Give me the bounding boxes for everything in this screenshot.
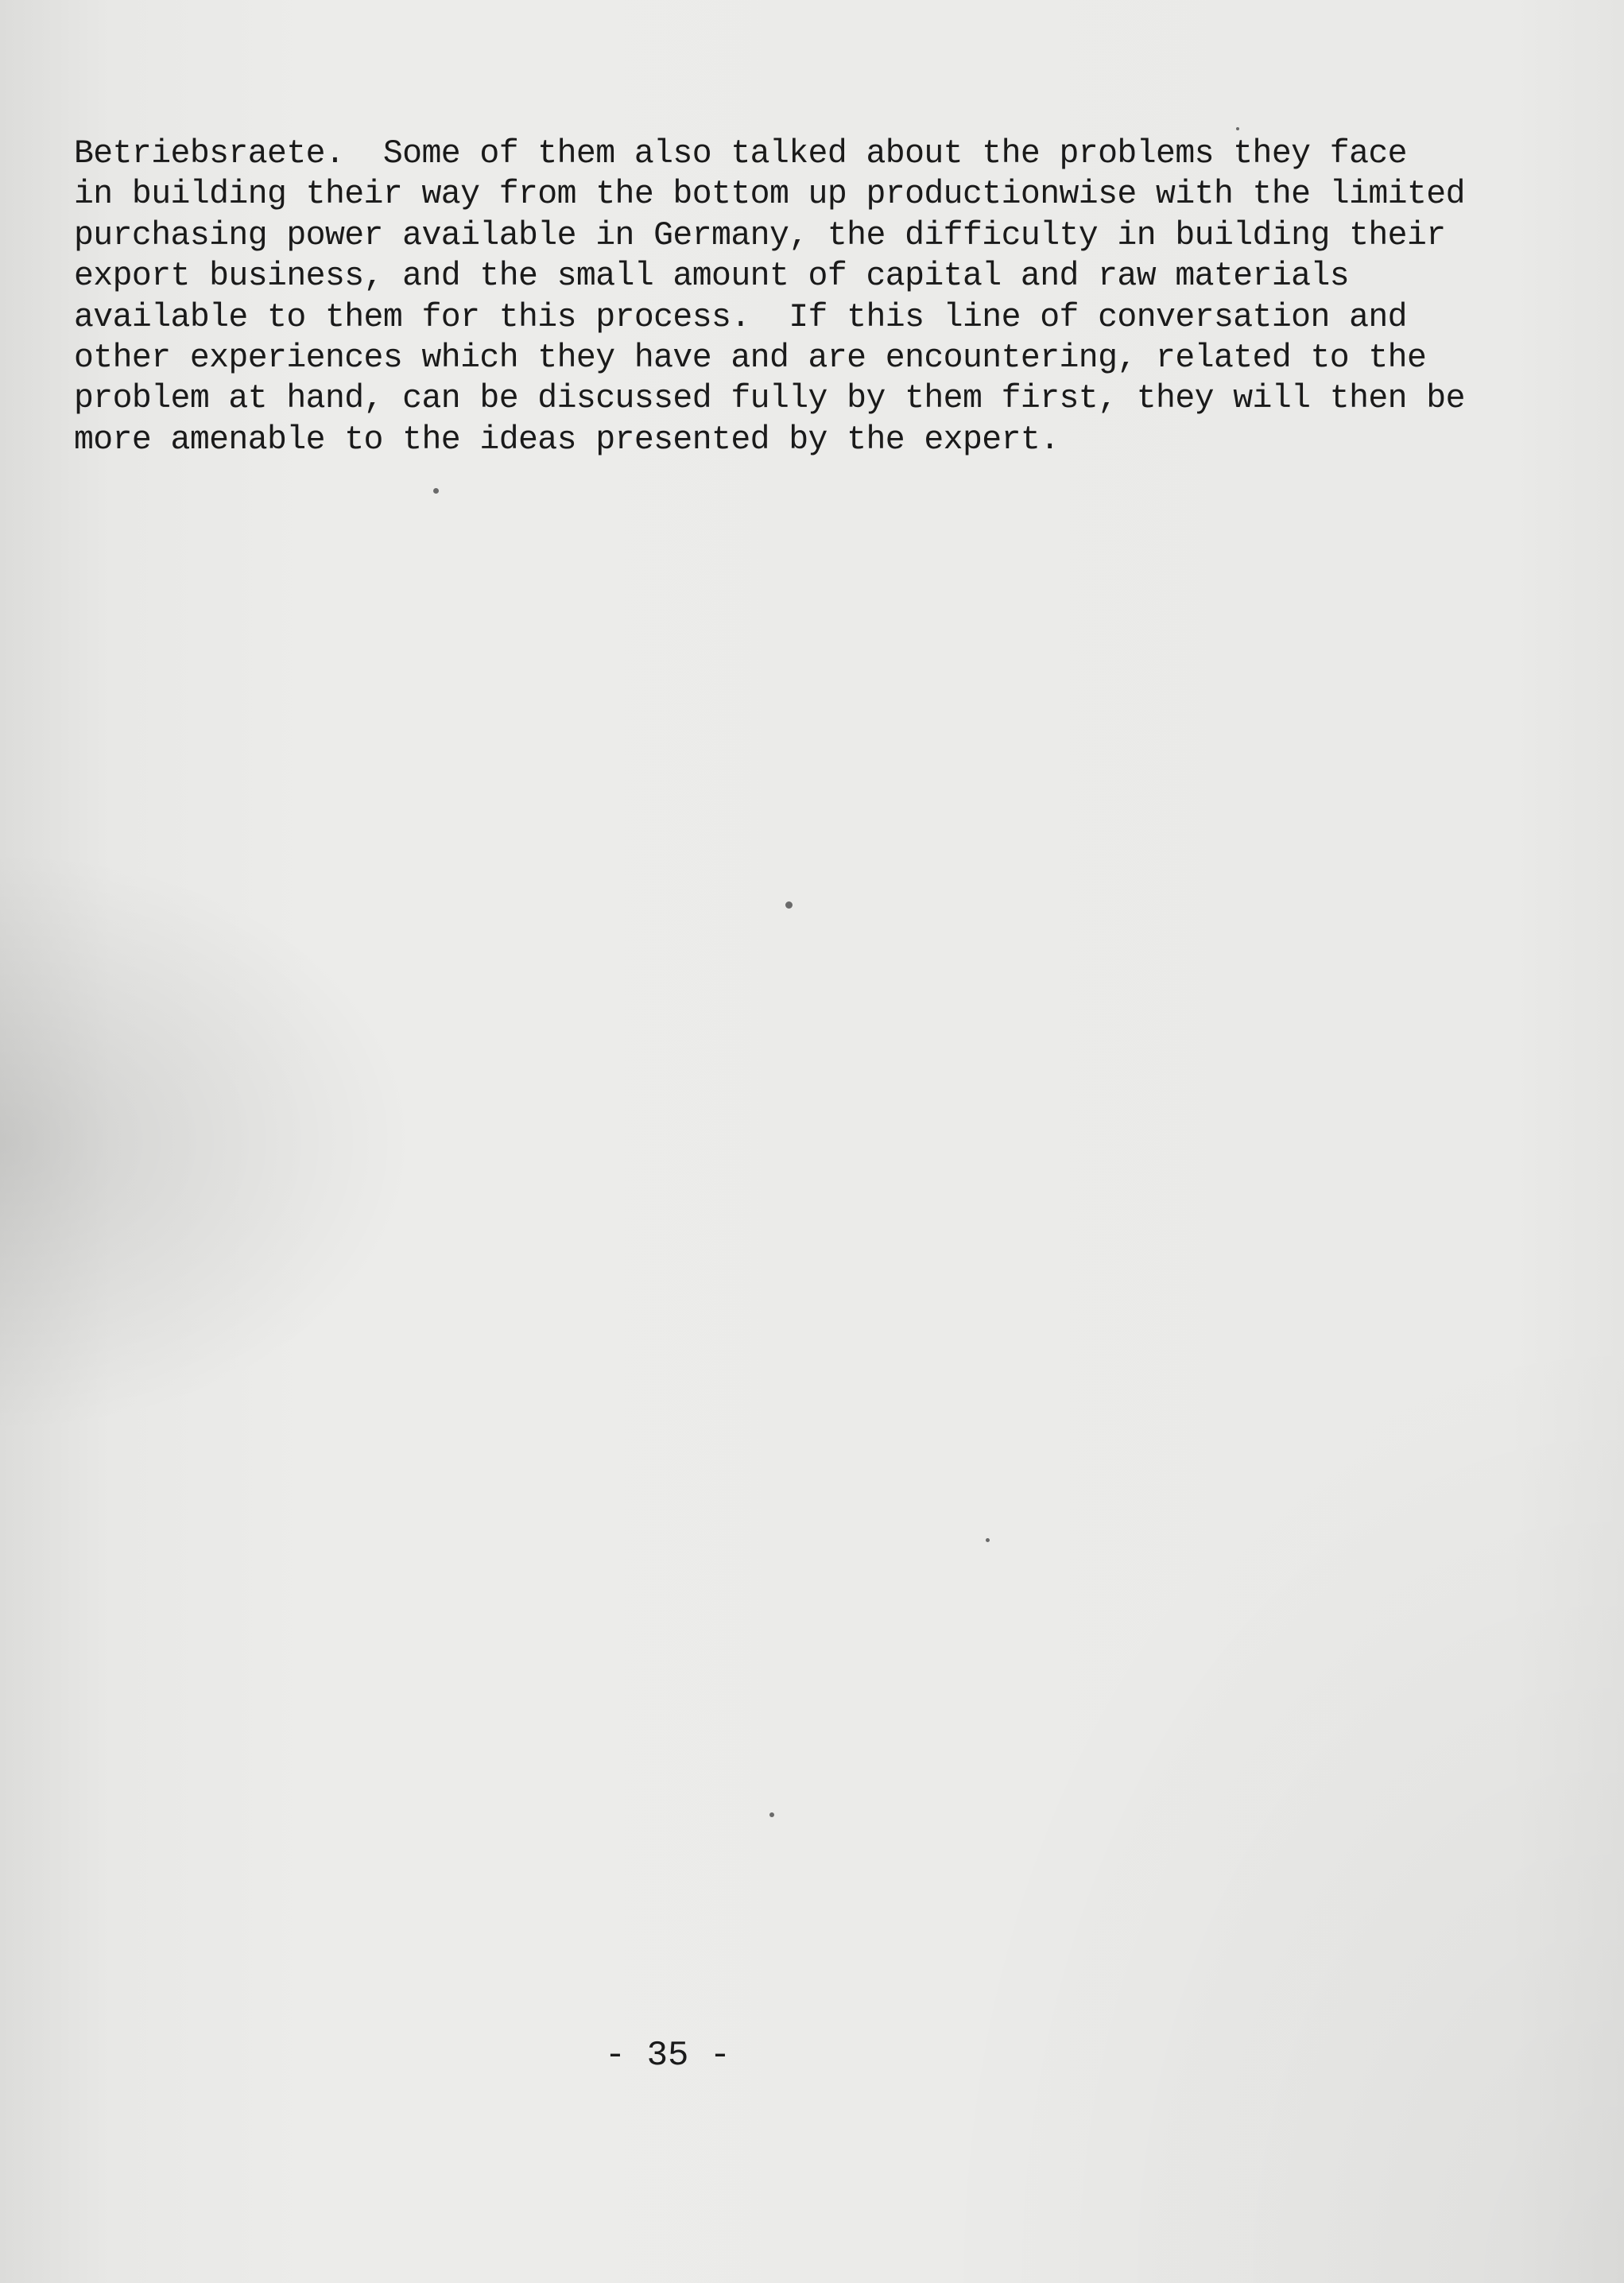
text-line: in building their way from the bottom up productionwise with the limited (74, 176, 1465, 214)
paper-speck (1236, 127, 1239, 130)
text-line: available to them for this process. If this line of conversation and (74, 298, 1407, 336)
paper-speck (769, 1812, 774, 1817)
text-line: purchasing power available in Germany, the difficulty in building their (74, 216, 1446, 254)
text-line: export business, and the small amount of capital and raw materials (74, 258, 1350, 296)
text-line: Betriebsraete. Some of them also talked about the problems they face (74, 135, 1407, 172)
paper-speck (986, 1538, 990, 1542)
text-line: other experiences which they have and are encountering, related to the (74, 339, 1427, 378)
page-number: - 35 - (604, 2036, 731, 2076)
text-line: more amenable to the ideas presented by the expert. (74, 421, 1060, 459)
paper-speck (433, 488, 439, 494)
paper-speck (785, 901, 793, 909)
text-line: problem at hand, can be discussed fully by them first, they will then be (74, 380, 1465, 418)
body-paragraph (74, 134, 1568, 460)
